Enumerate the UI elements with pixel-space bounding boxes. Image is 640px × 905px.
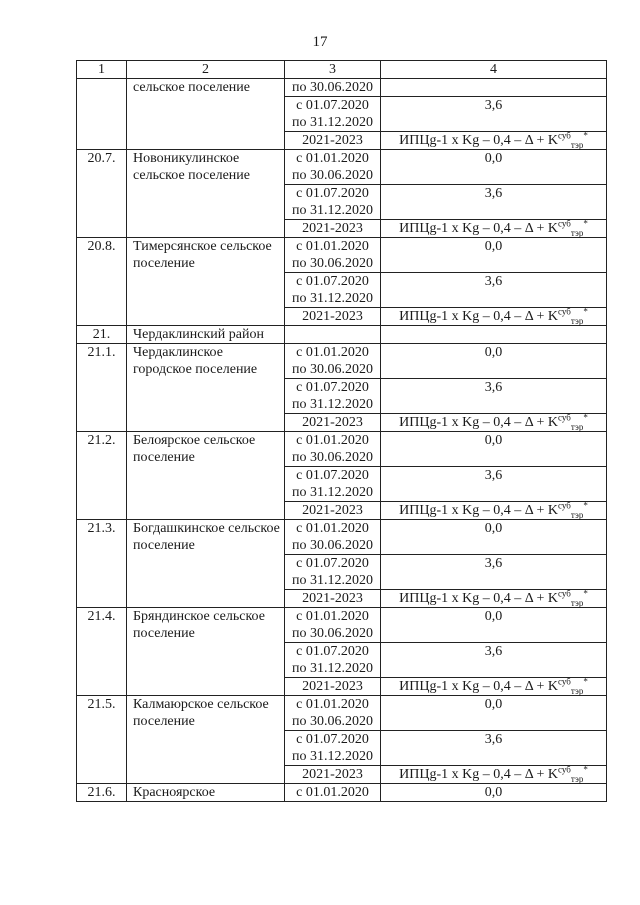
period-cell (285, 766, 381, 784)
period-cell (285, 590, 381, 608)
period-cell (285, 326, 381, 344)
period-line: по 31.12.2020 (292, 573, 373, 588)
value-cell: 0,0 (381, 784, 607, 802)
formula-sub: тэр (570, 315, 584, 326)
period-line: с 01.07.2020 (296, 732, 369, 747)
period-cell (285, 79, 381, 97)
period-cell (285, 555, 381, 590)
formula (399, 306, 588, 326)
formula-cell (381, 308, 607, 326)
period-line: по 30.06.2020 (292, 80, 373, 95)
formula-sup: суб (557, 412, 571, 423)
period-line: с 01.07.2020 (296, 186, 369, 201)
row-number: 20.8. (77, 238, 127, 326)
period-line: по 30.06.2020 (292, 256, 373, 271)
period-line: с 01.01.2020 (296, 151, 369, 166)
header-cell: 2 (127, 61, 285, 79)
header-cell: 3 (285, 61, 381, 79)
tariff-table (76, 60, 607, 802)
formula-star: * (583, 764, 588, 775)
formula-sup: суб (557, 500, 571, 511)
period-line: 2021-2023 (302, 679, 363, 694)
period-cell (285, 784, 381, 802)
value-cell: 3,6 (381, 185, 607, 220)
formula-star: * (583, 130, 588, 141)
period-cell (285, 502, 381, 520)
formula (399, 412, 588, 432)
period-cell (285, 150, 381, 185)
formula-star: * (583, 306, 588, 317)
row-number: 20.7. (77, 150, 127, 238)
period-line: по 31.12.2020 (292, 661, 373, 676)
formula-star: * (583, 412, 588, 423)
settlement-name: Красноярское (127, 784, 285, 802)
settlement-name: Калмаюрское сельское поселение (127, 696, 285, 784)
district-row (77, 326, 607, 344)
period-line: 2021-2023 (302, 415, 363, 430)
period-cell (285, 344, 381, 379)
period-cell (285, 379, 381, 414)
formula-sub: тэр (570, 597, 584, 608)
period-line: по 31.12.2020 (292, 485, 373, 500)
formula (399, 588, 588, 608)
period-cell (285, 696, 381, 731)
period-cell (285, 731, 381, 766)
period-cell (285, 185, 381, 220)
period-line: с 01.01.2020 (296, 521, 369, 536)
settlement-name: Новоникулинское сельское поселение (127, 150, 285, 238)
period-line: 2021-2023 (302, 591, 363, 606)
settlement-name: Тимерсянское сельское поселение (127, 238, 285, 326)
formula-base: ИПЦg-1 х Kg – 0,4 – Δ + K (399, 309, 558, 324)
table-row (77, 150, 607, 185)
header-cell: 1 (77, 61, 127, 79)
row-number: 21.6. (77, 784, 127, 802)
table-row (77, 432, 607, 467)
value-cell: 0,0 (381, 344, 607, 379)
period-cell (285, 467, 381, 502)
formula-sub: тэр (570, 685, 584, 696)
table-row (77, 696, 607, 731)
formula-cell (381, 590, 607, 608)
row-number (77, 79, 127, 150)
period-cell (285, 220, 381, 238)
value-cell: 3,6 (381, 731, 607, 766)
period-line: по 30.06.2020 (292, 362, 373, 377)
period-cell (285, 132, 381, 150)
period-line: с 01.07.2020 (296, 644, 369, 659)
value-cell: 3,6 (381, 555, 607, 590)
formula-sup: суб (557, 764, 571, 775)
row-number: 21.5. (77, 696, 127, 784)
period-cell (285, 273, 381, 308)
table-row (77, 784, 607, 802)
formula-base: ИПЦg-1 х Kg – 0,4 – Δ + K (399, 679, 558, 694)
period-line: с 01.01.2020 (296, 239, 369, 254)
district-name: Чердаклинский район (127, 326, 285, 344)
period-cell (285, 238, 381, 273)
formula (399, 676, 588, 696)
formula-sup: суб (557, 676, 571, 687)
period-line: с 01.01.2020 (296, 345, 369, 360)
period-line: с 01.07.2020 (296, 468, 369, 483)
formula-sup: суб (557, 130, 571, 141)
formula-cell (381, 132, 607, 150)
formula-cell (381, 766, 607, 784)
value-cell (381, 326, 607, 344)
formula-cell (381, 414, 607, 432)
formula-sub: тэр (570, 421, 584, 432)
period-line: по 30.06.2020 (292, 450, 373, 465)
table-body (77, 61, 607, 802)
settlement-name: Белоярское сельское поселение (127, 432, 285, 520)
formula-cell (381, 220, 607, 238)
period-line: по 31.12.2020 (292, 115, 373, 130)
settlement-name: Богдашкинское сельское поселение (127, 520, 285, 608)
value-cell: 0,0 (381, 150, 607, 185)
formula-sup: суб (557, 218, 571, 229)
period-line: с 01.07.2020 (296, 274, 369, 289)
period-line: по 31.12.2020 (292, 749, 373, 764)
page-number: 17 (312, 34, 328, 50)
formula-star: * (583, 500, 588, 511)
value-cell: 0,0 (381, 696, 607, 731)
period-line: по 31.12.2020 (292, 397, 373, 412)
value-cell: 0,0 (381, 520, 607, 555)
table-row (77, 520, 607, 555)
formula (399, 218, 588, 238)
value-cell: 3,6 (381, 273, 607, 308)
period-line: 2021-2023 (302, 221, 363, 236)
period-line: с 01.01.2020 (296, 433, 369, 448)
formula-cell (381, 502, 607, 520)
formula-base: ИПЦg-1 х Kg – 0,4 – Δ + K (399, 767, 558, 782)
formula-base: ИПЦg-1 х Kg – 0,4 – Δ + K (399, 133, 558, 148)
formula-cell (381, 678, 607, 696)
period-line: с 01.01.2020 (296, 697, 369, 712)
period-line: по 30.06.2020 (292, 714, 373, 729)
formula (399, 500, 588, 520)
settlement-name: Бряндинское сельское поселение (127, 608, 285, 696)
formula-sup: суб (557, 306, 571, 317)
row-number: 21.2. (77, 432, 127, 520)
period-cell (285, 97, 381, 132)
period-line: по 30.06.2020 (292, 538, 373, 553)
period-cell (285, 308, 381, 326)
value-cell: 3,6 (381, 97, 607, 132)
row-number: 21.3. (77, 520, 127, 608)
settlement-name: сельское поселение (127, 79, 285, 150)
formula-sub: тэр (570, 139, 584, 150)
period-line: по 31.12.2020 (292, 203, 373, 218)
value-cell: 3,6 (381, 467, 607, 502)
period-cell (285, 643, 381, 678)
formula-sub: тэр (570, 227, 584, 238)
formula-base: ИПЦg-1 х Kg – 0,4 – Δ + K (399, 503, 558, 518)
period-cell (285, 432, 381, 467)
period-line: 2021-2023 (302, 309, 363, 324)
header-cell: 4 (381, 61, 607, 79)
period-line: с 01.07.2020 (296, 98, 369, 113)
period-line: с 01.01.2020 (296, 785, 369, 800)
value-cell: 0,0 (381, 608, 607, 643)
period-cell (285, 520, 381, 555)
period-line: по 30.06.2020 (292, 168, 373, 183)
row-number: 21.4. (77, 608, 127, 696)
period-line: с 01.07.2020 (296, 556, 369, 571)
formula (399, 130, 588, 150)
period-line: 2021-2023 (302, 503, 363, 518)
formula-sub: тэр (570, 773, 584, 784)
table-row (77, 238, 607, 273)
formula-sub: тэр (570, 509, 584, 520)
period-line: по 30.06.2020 (292, 626, 373, 641)
formula-base: ИПЦg-1 х Kg – 0,4 – Δ + K (399, 221, 558, 236)
period-cell (285, 608, 381, 643)
row-number: 21. (77, 326, 127, 344)
formula (399, 764, 588, 784)
table-row (77, 608, 607, 643)
settlement-name: Чердаклинское городское поселение (127, 344, 285, 432)
period-line: по 31.12.2020 (292, 291, 373, 306)
row-number: 21.1. (77, 344, 127, 432)
header-row (77, 61, 607, 79)
value-cell: 0,0 (381, 238, 607, 273)
formula-star: * (583, 676, 588, 687)
period-cell (285, 414, 381, 432)
period-line: с 01.01.2020 (296, 609, 369, 624)
formula-sup: суб (557, 588, 571, 599)
period-cell (285, 678, 381, 696)
formula-base: ИПЦg-1 х Kg – 0,4 – Δ + K (399, 415, 558, 430)
table-row (77, 344, 607, 379)
period-line: с 01.07.2020 (296, 380, 369, 395)
table-row (77, 79, 607, 97)
value-cell (381, 79, 607, 97)
value-cell: 3,6 (381, 379, 607, 414)
value-cell: 0,0 (381, 432, 607, 467)
formula-star: * (583, 588, 588, 599)
formula-base: ИПЦg-1 х Kg – 0,4 – Δ + K (399, 591, 558, 606)
formula-star: * (583, 218, 588, 229)
period-line: 2021-2023 (302, 133, 363, 148)
period-line: 2021-2023 (302, 767, 363, 782)
value-cell: 3,6 (381, 643, 607, 678)
